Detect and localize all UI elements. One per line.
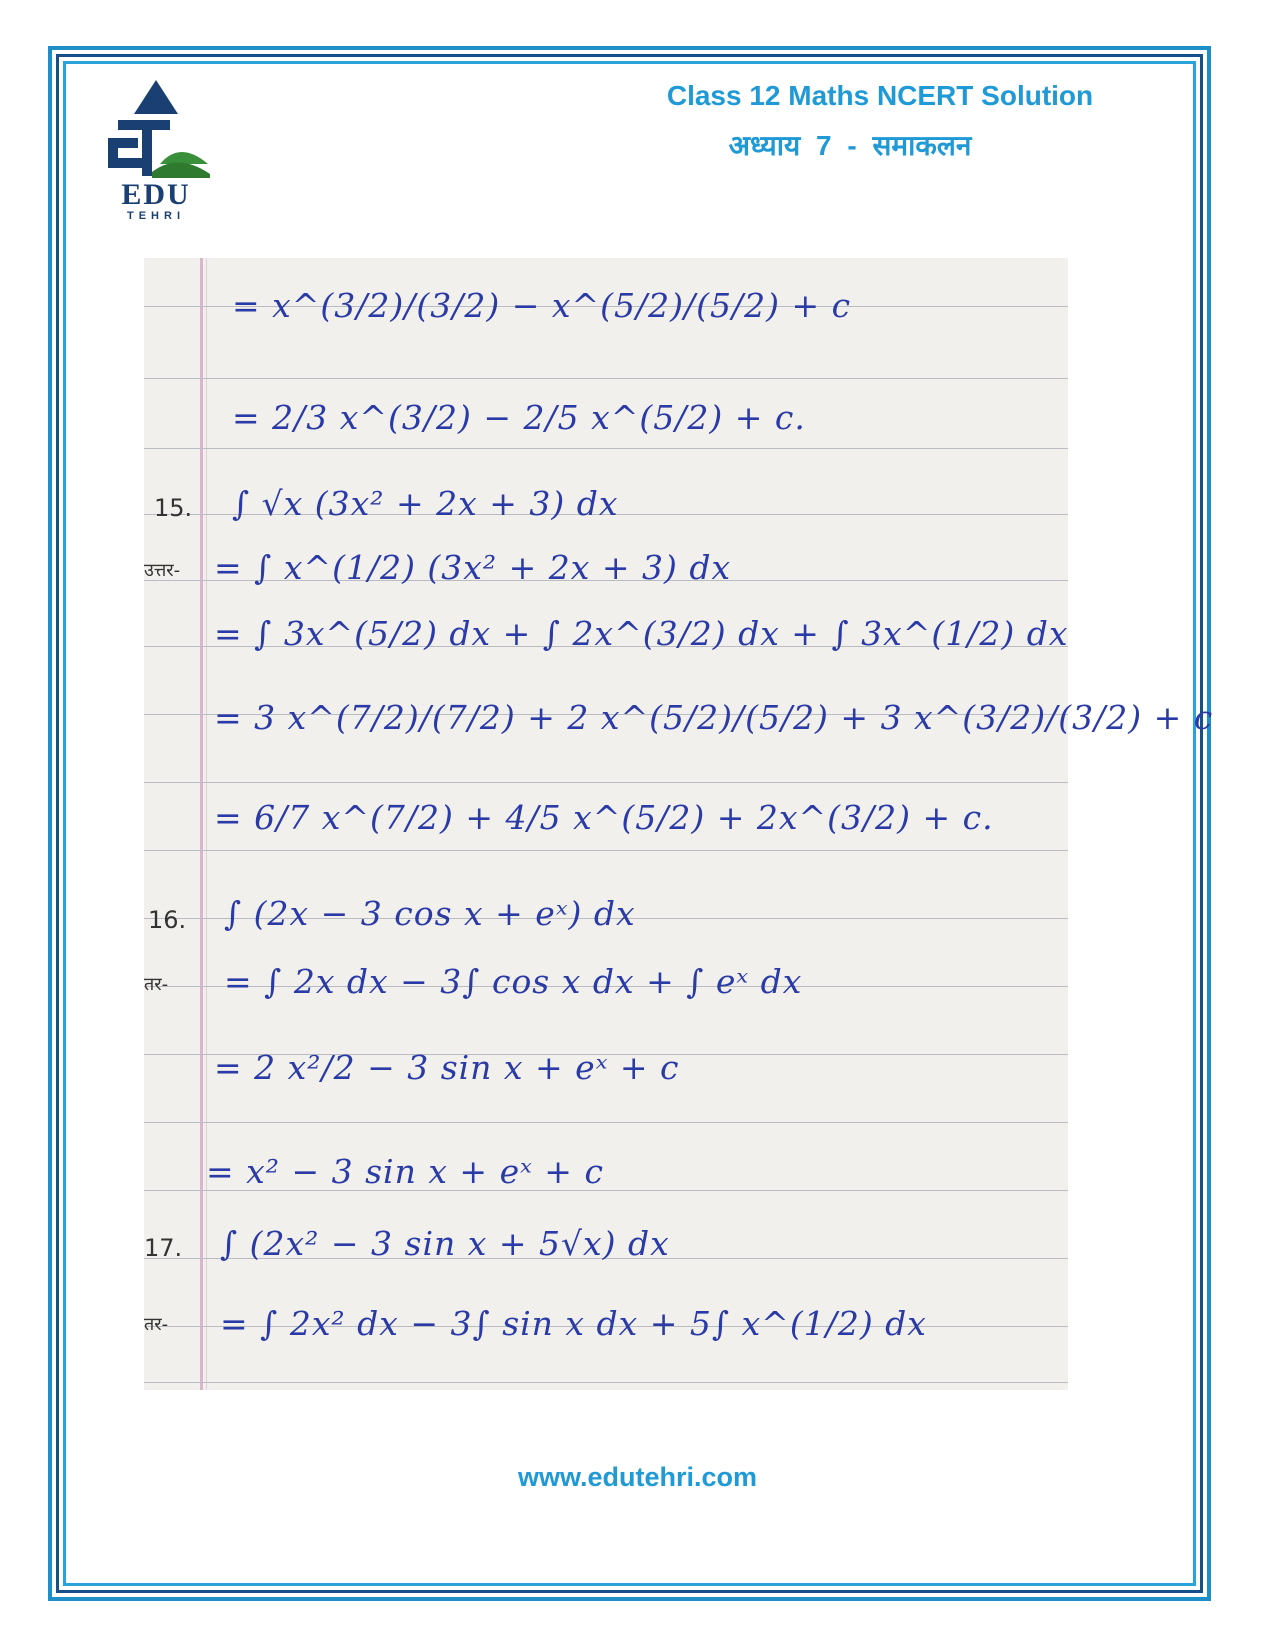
ruled-line [144, 850, 1068, 851]
ruled-line [144, 1122, 1068, 1123]
question-number: 16. [148, 906, 187, 934]
answer-mark: तर- [144, 974, 169, 995]
solution-line: = ∫ x^(1/2) (3x² + 2x + 3) dx [214, 548, 732, 587]
solution-line: = x^(3/2)/(3/2) − x^(5/2)/(5/2) + c [232, 286, 852, 325]
solution-line: = ∫ 2x dx − 3∫ cos x dx + ∫ eˣ dx [224, 962, 803, 1001]
solution-line: = 3 x^(7/2)/(7/2) + 2 x^(5/2)/(5/2) + 3 x^(3/2)/(3/2) + c [214, 698, 1214, 737]
notebook-margin-line [200, 258, 203, 1390]
solution-line: = ∫ 3x^(5/2) dx + ∫ 2x^(3/2) dx + ∫ 3x^(1/2) dx [214, 614, 1069, 653]
chapter-subtitle: अध्याय 7 - समाकलन [728, 130, 972, 161]
solution-line: = x² − 3 sin x + eˣ + c [206, 1152, 604, 1191]
page-title: Class 12 Maths NCERT Solution [666, 80, 1094, 111]
logo-text: EDU [121, 178, 191, 211]
question-line: ∫ (2x² − 3 sin x + 5√x) dx [220, 1224, 670, 1263]
ruled-line [144, 1382, 1068, 1383]
solution-line: = 6/7 x^(7/2) + 4/5 x^(5/2) + 2x^(3/2) + c. [214, 798, 994, 837]
solution-line: = 2/3 x^(3/2) − 2/5 x^(5/2) + c. [232, 398, 806, 437]
notebook-margin-line-secondary [206, 258, 207, 1390]
answer-mark: उत्तर- [144, 560, 181, 581]
handwritten-notebook-image [144, 258, 1214, 1390]
question-number: 15. [154, 494, 193, 522]
ruled-line [144, 378, 1068, 379]
logo-subtext: TEHRI [127, 210, 185, 222]
question-line: ∫ √x (3x² + 2x + 3) dx [232, 484, 619, 523]
ruled-line [144, 448, 1068, 449]
solution-line: = ∫ 2x² dx − 3∫ sin x dx + 5∫ x^(1/2) dx [220, 1304, 927, 1343]
website-link[interactable]: www.edutehri.com [517, 1462, 758, 1492]
solution-line: = 2 x²/2 − 3 sin x + eˣ + c [214, 1048, 680, 1087]
answer-mark: तर- [144, 1314, 169, 1335]
ruled-line [144, 782, 1068, 783]
question-line: ∫ (2x − 3 cos x + eˣ) dx [224, 894, 636, 933]
question-number: 17. [144, 1234, 183, 1262]
